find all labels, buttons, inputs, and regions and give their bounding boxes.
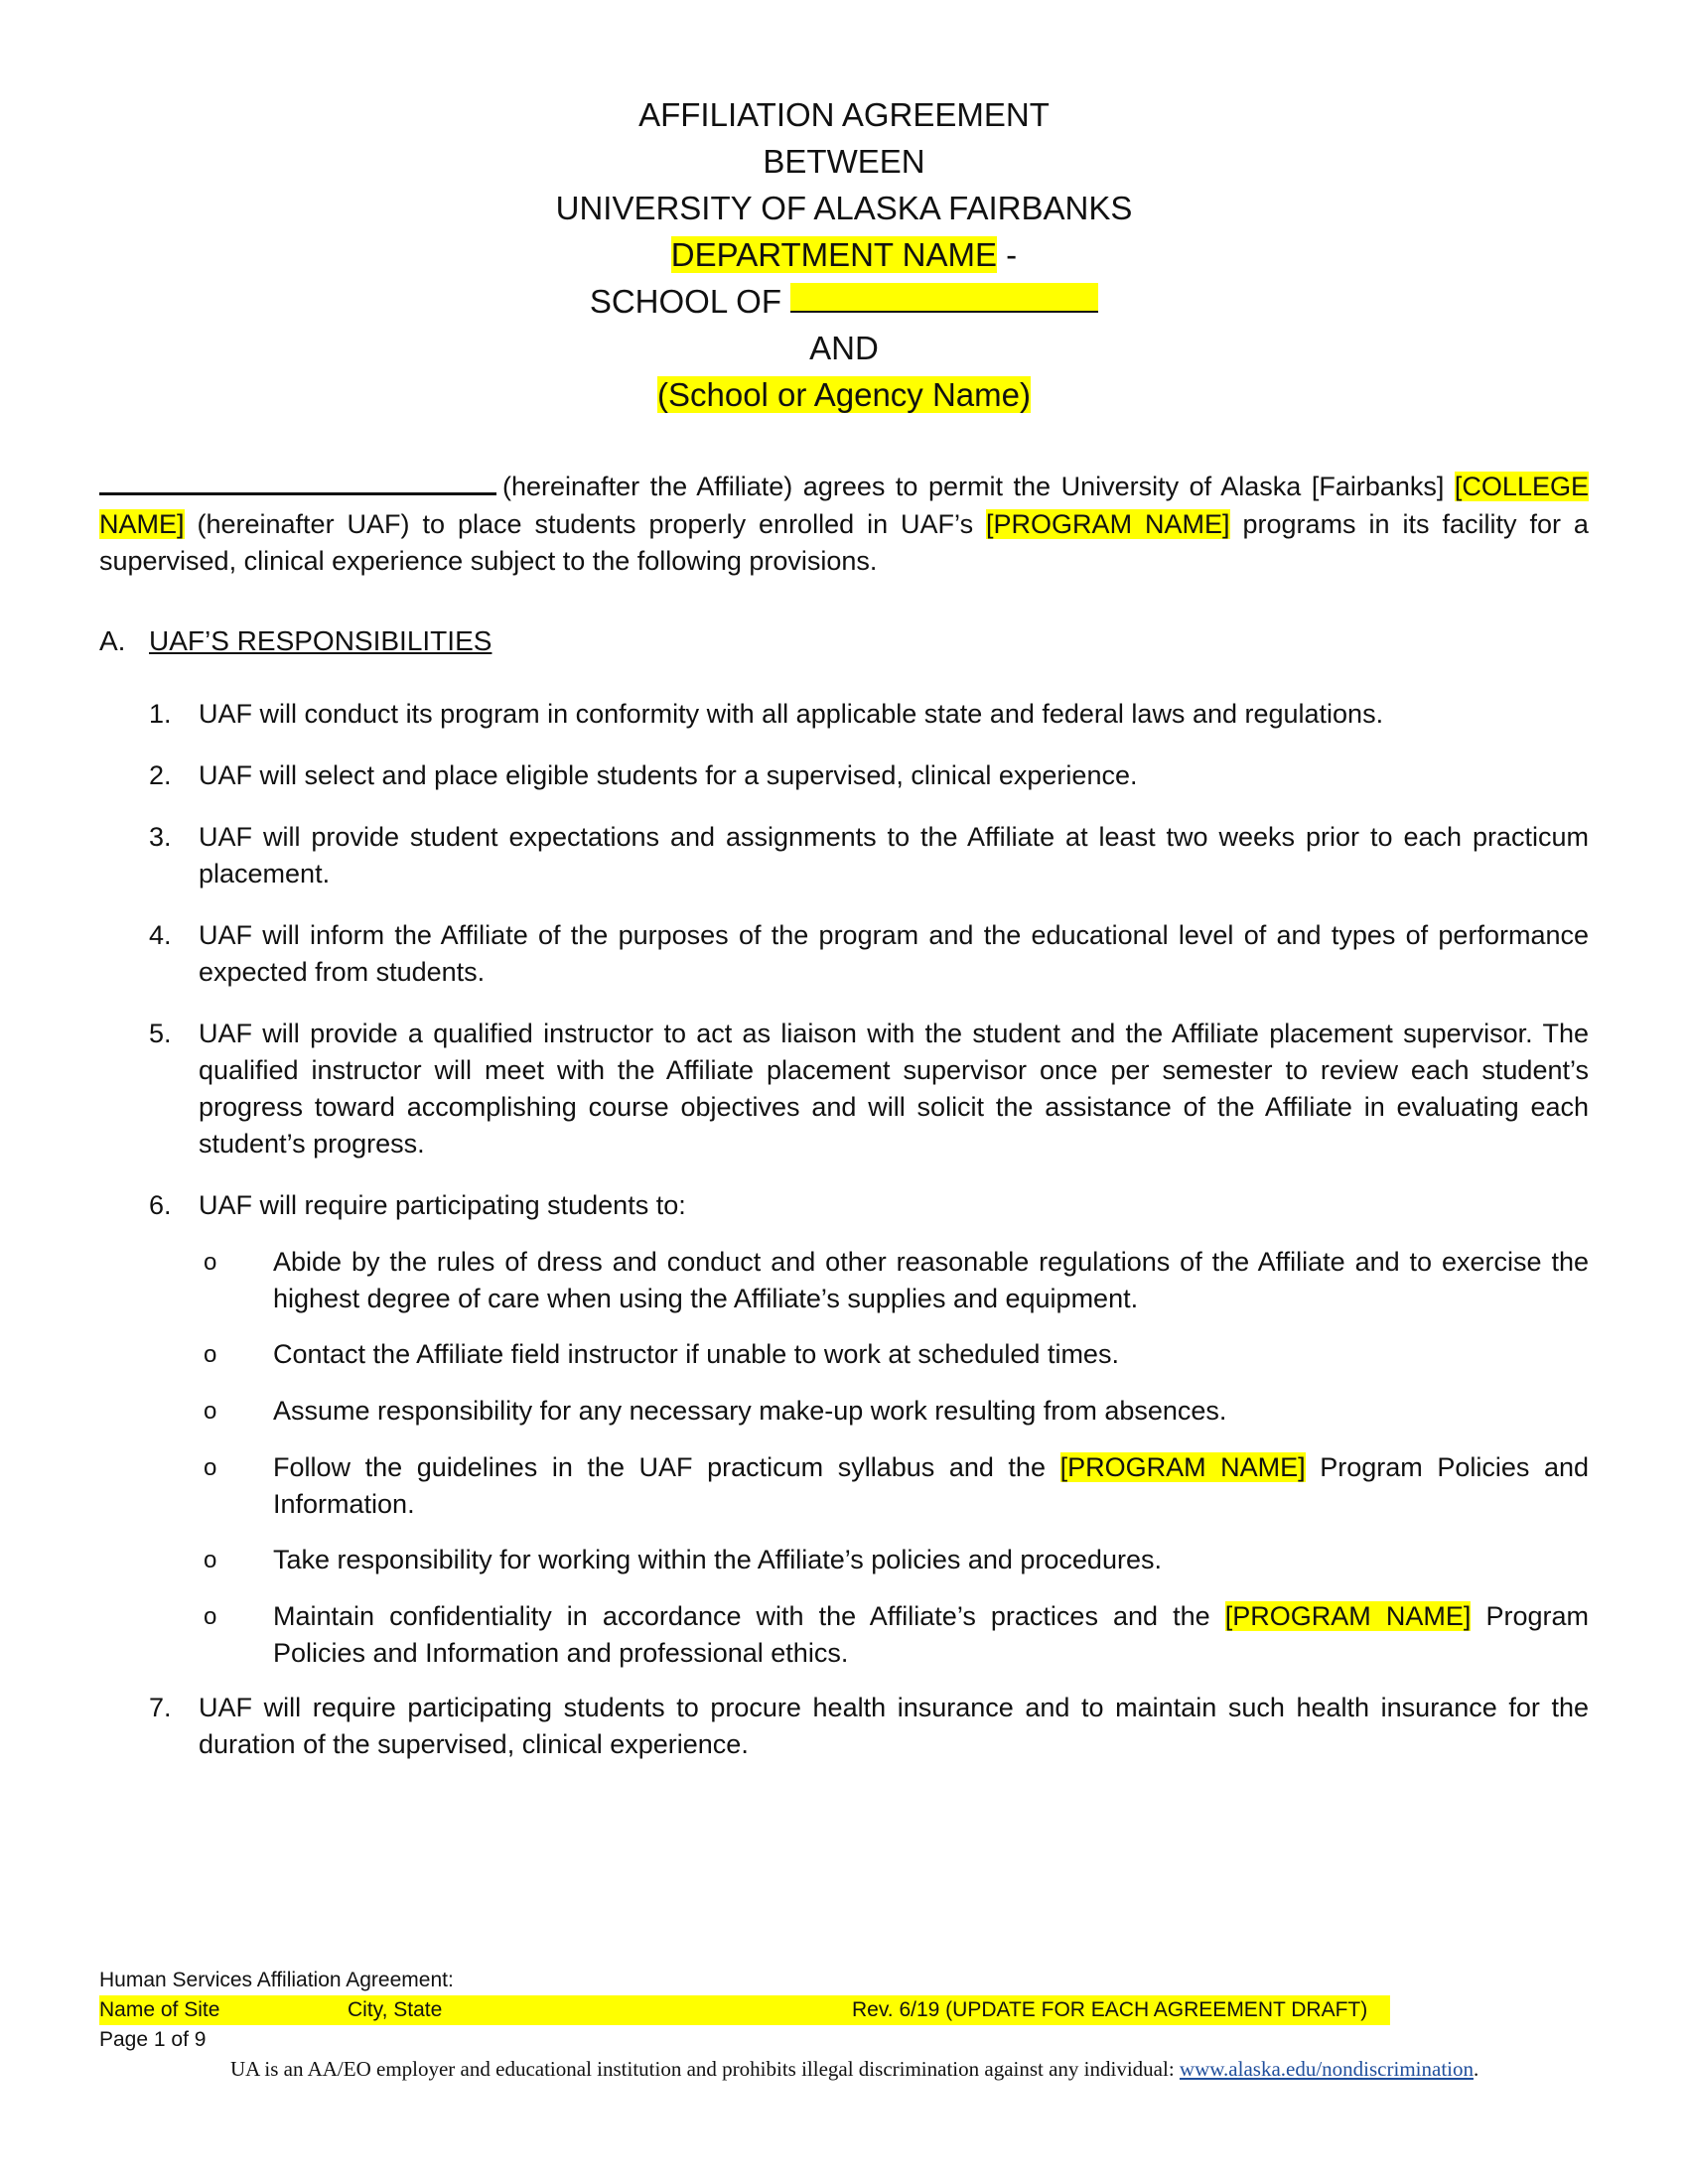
program-name-placeholder: [PROGRAM NAME] bbox=[1059, 1452, 1306, 1482]
agency-name-placeholder: (School or Agency Name) bbox=[656, 376, 1031, 413]
sub-item-text-start: Maintain confidentiality in accordance with the Affiliate’s practices and the bbox=[273, 1601, 1210, 1631]
sub-item-text: Contact the Affiliate field instructor if unable to work at scheduled times. bbox=[273, 1339, 1119, 1369]
title-school-line bbox=[0, 278, 1688, 325]
item-number: 5. bbox=[149, 1019, 172, 1048]
bullet-icon: o bbox=[204, 1249, 217, 1276]
sub-list-item bbox=[204, 1393, 1589, 1430]
school-name-blank bbox=[790, 283, 1098, 313]
college-name-placeholder: [COLLEGE NAME] bbox=[99, 472, 1589, 539]
list-item bbox=[149, 696, 1589, 733]
footer-city-state: City, State bbox=[348, 1998, 443, 2021]
page-footer bbox=[99, 1966, 1390, 2055]
item-text: UAF will conduct its program in conformity with all applicable state and federal laws and regulations. bbox=[199, 699, 1384, 729]
bullet-icon: o bbox=[204, 1547, 217, 1573]
footer-highlight-bar bbox=[99, 1995, 1390, 2025]
program-name-placeholder: [PROGRAM NAME] bbox=[986, 508, 1230, 539]
sub-item-text-end: Program Policies and Information and professional ethics. bbox=[273, 1601, 1589, 1668]
bullet-icon: o bbox=[204, 1398, 217, 1425]
item-text: UAF will inform the Affiliate of the purposes of the program and the educational level of and types of performance expected from students. bbox=[199, 920, 1589, 987]
sub-item-text: Assume responsibility for any necessary make-up work resulting from absences. bbox=[273, 1396, 1227, 1426]
title-agency-line bbox=[0, 371, 1688, 418]
nondiscrimination-notice bbox=[230, 2057, 1478, 2082]
list-item bbox=[149, 917, 1589, 991]
sub-list-item bbox=[204, 1598, 1589, 1672]
list-item bbox=[149, 1187, 1589, 1224]
list-item bbox=[149, 819, 1589, 892]
affiliate-name-blank bbox=[99, 471, 496, 495]
item-text: UAF will require participating students to: bbox=[199, 1190, 686, 1220]
intro-paragraph bbox=[99, 469, 1589, 581]
footer-revision: Rev. 6/19 (UPDATE FOR EACH AGREEMENT DRAFT) bbox=[852, 1998, 1368, 2021]
agreement-title-block bbox=[0, 91, 1688, 418]
notice-period: . bbox=[1474, 2057, 1479, 2081]
section-title: UAF’S RESPONSIBILITIES bbox=[149, 625, 492, 656]
sub-item-text bbox=[273, 1449, 1589, 1523]
title-and: AND bbox=[809, 330, 879, 366]
title-between: BETWEEN bbox=[763, 143, 925, 180]
footer-title: Human Services Affiliation Agreement: bbox=[99, 1969, 454, 1991]
notice-text: UA is an AA/EO employer and educational institution and prohibits illegal discrimination against any individual: bbox=[230, 2057, 1180, 2081]
item-number: 3. bbox=[149, 822, 172, 852]
item-number: 4. bbox=[149, 920, 172, 950]
bullet-icon: o bbox=[204, 1341, 217, 1368]
sub-item-text-end: Program Policies and Information. bbox=[273, 1452, 1589, 1519]
sub-item-text: Abide by the rules of dress and conduct and other reasonable regulations of the Affiliate and to exercise the highest degree of care when using the Affiliate’s supplies and equipment. bbox=[273, 1247, 1589, 1313]
bullet-icon: o bbox=[204, 1454, 217, 1481]
program-name-placeholder: [PROGRAM NAME] bbox=[1224, 1601, 1472, 1631]
item-number: 7. bbox=[149, 1693, 172, 1722]
nondiscrimination-link[interactable]: www.alaska.edu/nondiscrimination bbox=[1179, 2057, 1474, 2081]
item-number: 6. bbox=[149, 1190, 172, 1220]
footer-site-name: Name of Site bbox=[99, 1998, 220, 2021]
sub-list-item bbox=[204, 1336, 1589, 1373]
sub-list-item bbox=[204, 1449, 1589, 1523]
intro-text-3: programs in its facility for a supervised, clinical experience subject to the following provisions. bbox=[99, 508, 1589, 576]
item-text: UAF will require participating students to procure health insurance and to maintain such health insurance for the duration of the supervised, clinical experience. bbox=[199, 1693, 1589, 1759]
title-university: UNIVERSITY OF ALASKA FAIRBANKS bbox=[555, 190, 1133, 226]
section-heading bbox=[99, 623, 492, 659]
sub-item-text bbox=[273, 1598, 1589, 1672]
sub-list-item bbox=[204, 1542, 1589, 1578]
bullet-icon: o bbox=[204, 1603, 217, 1630]
item-number: 2. bbox=[149, 760, 172, 790]
school-prefix: SCHOOL OF bbox=[589, 283, 791, 320]
department-name-placeholder: DEPARTMENT NAME bbox=[670, 236, 998, 273]
department-suffix: - bbox=[997, 236, 1018, 273]
sub-item-text: Take responsibility for working within the Affiliate’s policies and procedures. bbox=[273, 1545, 1162, 1574]
title-department-line bbox=[0, 231, 1688, 278]
item-text: UAF will provide a qualified instructor to act as liaison with the student and the Affiliate placement supervisor. The qualified instructor will meet with the Affiliate placement supervisor once per semester to review each student’s progress toward accomplishing course objectives and will solicit the assistance of the Affiliate in evaluating each student’s progress. bbox=[199, 1019, 1589, 1159]
title-line: AFFILIATION AGREEMENT bbox=[638, 96, 1050, 133]
footer-page-number: Page 1 of 9 bbox=[99, 2028, 207, 2051]
list-item bbox=[149, 757, 1589, 794]
sub-item-text-start: Follow the guidelines in the UAF practicum syllabus and the bbox=[273, 1452, 1046, 1482]
intro-text-2: (hereinafter UAF) to place students properly enrolled in UAF’s bbox=[197, 508, 974, 539]
list-item bbox=[149, 1016, 1589, 1162]
sub-list-item bbox=[204, 1244, 1589, 1317]
section-label: A. bbox=[99, 625, 126, 656]
item-text: UAF will select and place eligible students for a supervised, clinical experience. bbox=[199, 760, 1138, 790]
item-number: 1. bbox=[149, 699, 172, 729]
list-item bbox=[149, 1690, 1589, 1763]
intro-text-1: (hereinafter the Affiliate) agrees to permit the University of Alaska [Fairbanks] bbox=[502, 472, 1445, 501]
item-text: UAF will provide student expectations and assignments to the Affiliate at least two weeks prior to each practicum placement. bbox=[199, 822, 1589, 888]
